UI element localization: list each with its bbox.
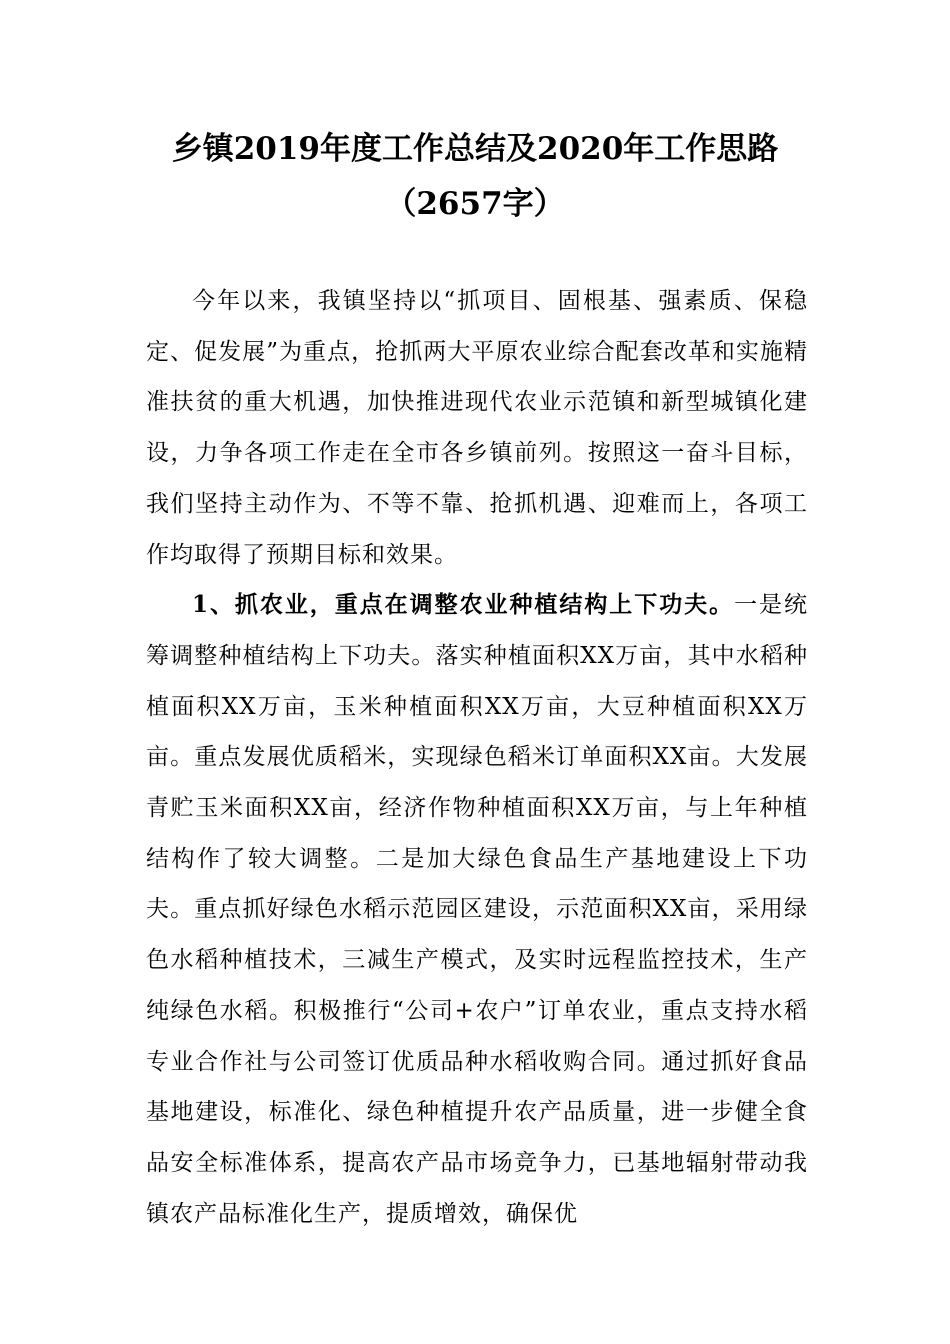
- title-line-2: （2657字）: [385, 186, 565, 222]
- document-body: [146, 276, 808, 1239]
- intro-paragraph: 今年以来，我镇坚持以“抓项目、固根基、强素质、保稳定、促发展”为重点，抢抓两大平原农业综合配套改革和实施精准扶贫的重大机遇，加快推进现代农业示范镇和新型城镇化建设，力争各项工作走在全市各乡镇前列。按照这一奋斗目标，我们坚持主动作为、不等不靠、抢抓机遇、迎难而上，各项工作均取得了预期目标和效果。: [146, 288, 808, 568]
- section-1-subheading: 二是加大绿色食品生产基地建设上下功夫。: [146, 845, 809, 923]
- section-1-paragraph: [146, 580, 808, 1239]
- section-1-text-part-1: 一是统筹调整种植结构上下功夫。落实种植面积XX万亩，其中水稻种植面积XX万亩，玉米种植面积XX万亩，大豆种植面积XX万亩。重点发展优质稻米，实现绿色稻米订单面积XX亩。大发展青贮玉米面积XX亩，经济作物种植面积XX万亩，与上年种植结构作了较大调整。: [146, 592, 808, 872]
- section-1-heading: 1、抓农业，重点在调整农业种植结构上下功夫。: [192, 591, 735, 619]
- section-1-text-part-2: 重点抓好绿色水稻示范园区建设，示范面积XX亩，采用绿色水稻种植技术，三减生产模式，及实时远程监控技术，生产纯绿色水稻。积极推行“公司+农户”订单农业，重点支持水稻专业合作社与公司签订优质品种水稻收购合同。通过抓好食品基地建设，标准化、绿色种植提升农产品质量，进一步健全食品安全标准体系，提高农产品市场竞争力，已基地辐射带动我镇农产品标准化生产，提质增效，确保优: [146, 896, 808, 1227]
- title-line-1: 乡镇2019年度工作总结及2020年工作思路: [171, 131, 779, 167]
- document-title: [0, 122, 950, 232]
